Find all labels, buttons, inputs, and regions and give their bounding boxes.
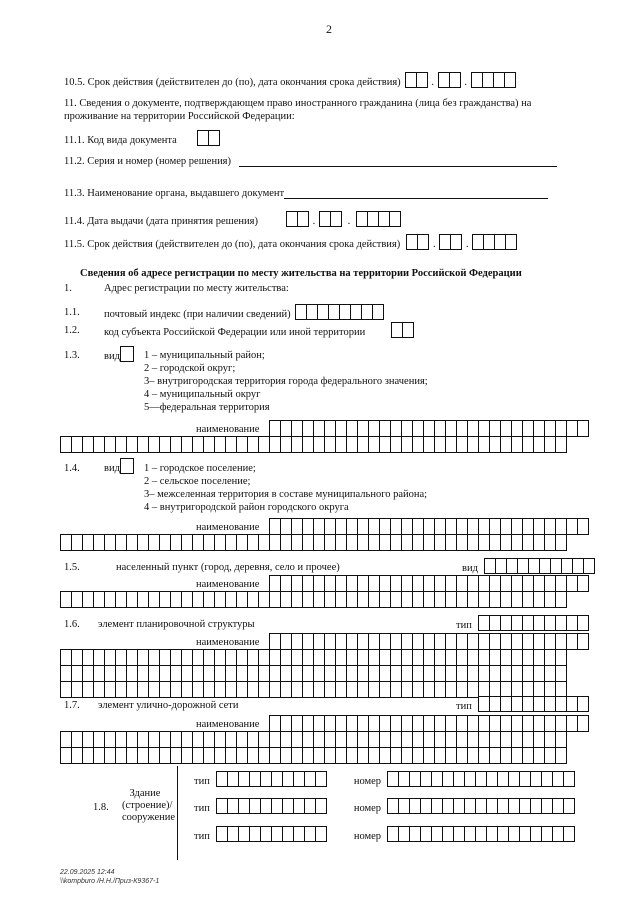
series-number-line[interactable]: [239, 156, 557, 167]
item-1-4-options: [144, 462, 427, 514]
field-11-4: 11.4. Дата выдачи (дата принятия решения) . .: [64, 211, 401, 227]
item-1-3-options: [144, 349, 428, 414]
item-1-4-name-grid-bottom[interactable]: [61, 534, 567, 551]
vid-label: вид: [104, 463, 120, 474]
vid-label: вид: [104, 351, 120, 362]
field-10-5: 10.5. Срок действия (действителен до (по), дата окончания срока действия) . .: [64, 72, 516, 88]
option: 1 – городское поселение;: [144, 463, 256, 474]
page-number: 2: [326, 22, 332, 36]
item-1-3-name-grid-top[interactable]: [270, 420, 589, 437]
item-1-4-name-grid-top[interactable]: [270, 518, 589, 535]
item-1-4-num: 1.4.: [64, 463, 80, 474]
building-number-boxes-3[interactable]: [387, 826, 575, 842]
issue-date-label: 11.4. Дата выдачи (дата принятия решения): [64, 216, 258, 227]
field-11-3: [64, 188, 548, 199]
settlement-label: населенный пункт (город, деревня, село и прочее): [116, 562, 340, 573]
building-label-1: Здание: [129, 788, 161, 799]
building-row-3: [194, 826, 575, 842]
item-1-7-name-label: наименование: [196, 719, 260, 730]
item-1-3-name-label: наименование: [196, 424, 260, 435]
building-number-boxes-2[interactable]: [387, 798, 575, 814]
item-1-6-tip: [456, 615, 589, 631]
field-11-2: [64, 156, 557, 167]
validity-month-boxes[interactable]: [439, 234, 462, 250]
tip-label: тип: [456, 620, 472, 631]
tip-label: тип: [194, 803, 210, 814]
item-1-5-name-grid-top[interactable]: [270, 575, 589, 592]
item-1-7-name-grid-bottom[interactable]: [61, 731, 567, 764]
building-tip-boxes-1[interactable]: [216, 771, 327, 787]
nomer-label: номер: [353, 776, 382, 787]
nomer-label: номер: [353, 831, 382, 842]
street-tip-boxes[interactable]: [478, 696, 589, 712]
item-1-1-num: 1.1.: [64, 307, 80, 318]
item-1-label: Адрес регистрации по месту жительства:: [104, 283, 289, 294]
year-boxes[interactable]: [471, 72, 516, 88]
item-1-4-vid: [104, 458, 134, 474]
item-1-5-name-grid-bottom[interactable]: [61, 591, 567, 608]
item-1-8-num: 1.8.: [93, 802, 109, 813]
vid-box[interactable]: [120, 346, 134, 362]
building-label: [122, 788, 176, 824]
option: 1 – муниципальный район;: [144, 350, 265, 361]
footer-timestamp: 22.09.2025 12:44: [60, 869, 115, 876]
postal-code-boxes[interactable]: [295, 304, 384, 320]
option: 2 – городской округ;: [144, 363, 236, 374]
item-1-6-name-label: наименование: [196, 637, 260, 648]
item-1-4-name-label: наименование: [196, 522, 260, 533]
item-1-7-tip: [456, 696, 589, 712]
item-1-1: [104, 304, 384, 320]
building-divider: [177, 766, 178, 860]
nomer-label: номер: [353, 803, 382, 814]
validity-day-boxes[interactable]: [406, 234, 429, 250]
item-1-2-num: 1.2.: [64, 325, 80, 336]
footer-path: \\kompburo /Н.Н./Приз-К9367-1: [60, 878, 160, 885]
series-number-label: 11.2. Серия и номер (номер решения): [64, 156, 232, 167]
subject-code-label: код субъекта Российской Федерации или иной территории: [104, 327, 366, 338]
validity-label: 11.5. Срок действия (действителен до (по), дата окончания срока действия): [64, 239, 401, 250]
tip-label: тип: [194, 831, 210, 842]
item-1-3-name-grid-bottom[interactable]: [61, 436, 567, 453]
vid-box[interactable]: [120, 458, 134, 474]
item-1-6-name-grid-bottom[interactable]: [61, 649, 567, 698]
building-number-boxes-1[interactable]: [387, 771, 575, 787]
building-label-3: сооружение: [122, 812, 176, 823]
subject-code-boxes[interactable]: [391, 322, 414, 338]
doc-code-boxes[interactable]: [197, 130, 220, 146]
option: 5—федеральная территория: [144, 402, 270, 413]
item-1-num: 1.: [64, 283, 72, 294]
vid-label: вид: [462, 563, 478, 574]
item-1-3-num: 1.3.: [64, 350, 80, 361]
planning-element-label: элемент планировочной структуры: [98, 619, 255, 630]
issuing-organ-label: 11.3. Наименование органа, выдавшего документ: [64, 188, 285, 199]
item-1-7-num: 1.7.: [64, 700, 80, 711]
tip-label: тип: [194, 776, 210, 787]
building-row-1: [194, 771, 575, 787]
item-1-6-name-grid-top[interactable]: [270, 633, 589, 650]
building-row-2: [194, 798, 575, 814]
issuing-organ-line[interactable]: [284, 188, 548, 199]
item-1-5-name-label: наименование: [196, 579, 260, 590]
planning-tip-boxes[interactable]: [478, 615, 589, 631]
option: 3– межселенная территория в составе муниципального района;: [144, 489, 428, 500]
doc-code-label: 11.1. Код вида документа: [64, 135, 177, 146]
option: 4 – внутригородской район городского округа: [144, 502, 349, 513]
issue-day-boxes[interactable]: [286, 211, 309, 227]
issue-year-boxes[interactable]: [356, 211, 401, 227]
option: 4 – муниципальный округ: [144, 389, 261, 400]
street-element-label: элемент улично-дорожной сети: [98, 700, 239, 711]
address-heading: Сведения об адресе регистрации по месту жительства на территории Российской Федерации: [80, 268, 522, 279]
field-11-5: 11.5. Срок действия (действителен до (по), дата окончания срока действия) . .: [64, 234, 517, 250]
item-1-5-num: 1.5.: [64, 562, 80, 573]
field-11-1: [64, 130, 220, 146]
issue-month-boxes[interactable]: [319, 211, 342, 227]
item-1-5-vid: [462, 558, 595, 574]
item-1-3-vid: [104, 346, 134, 362]
building-label-2: (строение)/: [122, 800, 173, 811]
option: 3– внутригородская территория города федерального значения;: [144, 376, 428, 387]
day-boxes[interactable]: [405, 72, 428, 88]
field-10-5-label: 10.5. Срок действия (действителен до (по), дата окончания срока действия): [64, 77, 401, 88]
section-11-intro-1: 11. Сведения о документе, подтверждающем право иностранного гражданина (лица без гражданства) на: [64, 98, 532, 109]
option: 2 – сельское поселение;: [144, 476, 251, 487]
item-1-7-name-grid-top[interactable]: [270, 715, 589, 732]
item-1-2: [104, 322, 414, 338]
validity-year-boxes[interactable]: [472, 234, 517, 250]
tip-label: тип: [456, 701, 472, 712]
postal-code-label: почтовый индекс (при наличии сведений): [104, 309, 291, 320]
building-tip-boxes-3[interactable]: [216, 826, 327, 842]
building-tip-boxes-2[interactable]: [216, 798, 327, 814]
item-1-6-num: 1.6.: [64, 619, 80, 630]
section-11-intro-2: проживание на территории Российской Федерации:: [64, 111, 295, 122]
settlement-vid-boxes[interactable]: [484, 558, 595, 574]
month-boxes[interactable]: [438, 72, 461, 88]
